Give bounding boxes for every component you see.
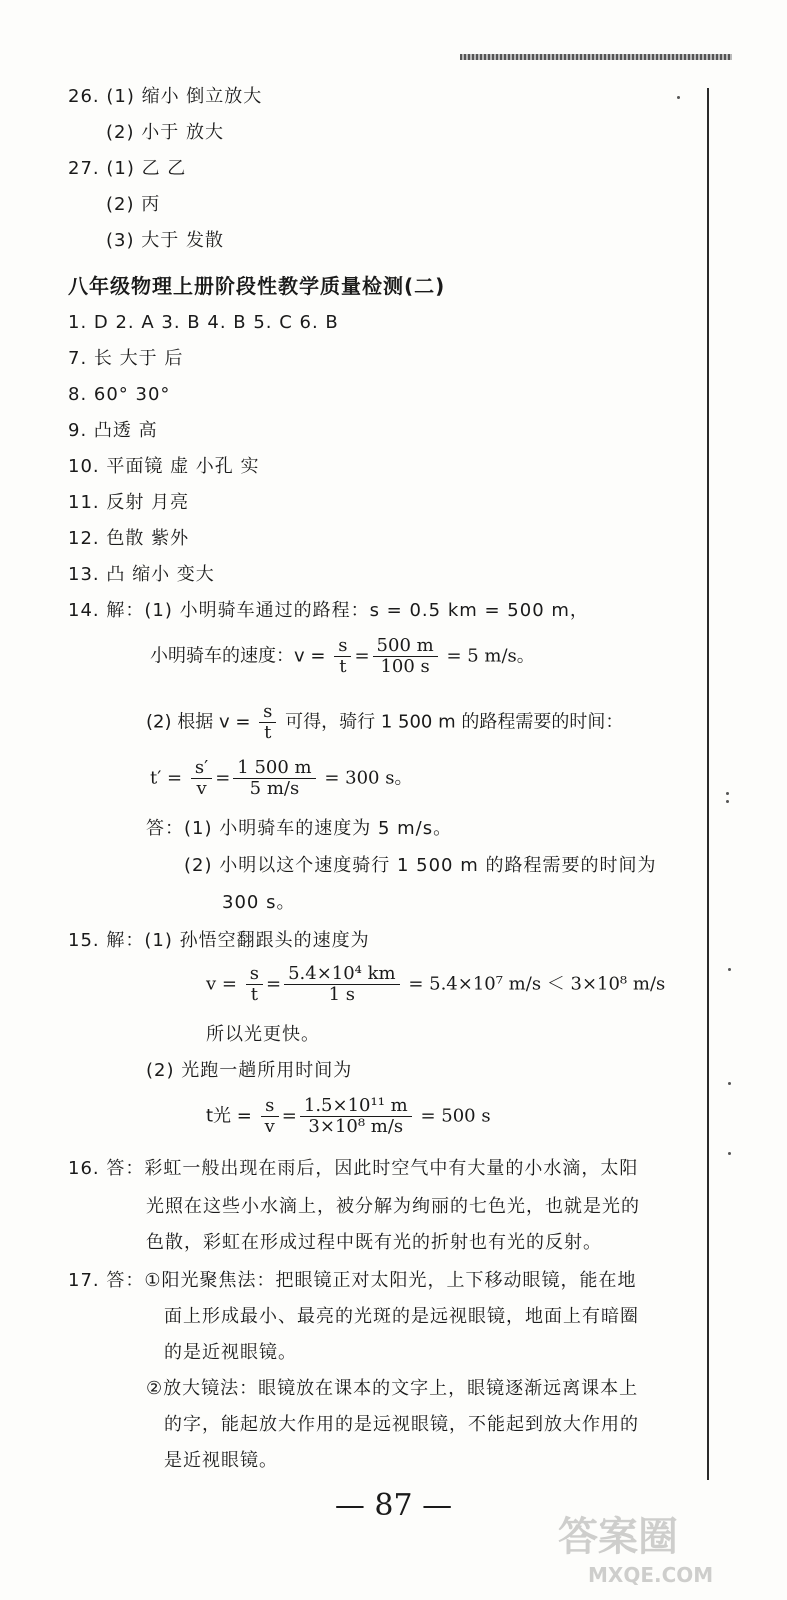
answer-27-2: (2) 丙 xyxy=(106,194,161,215)
answer-17-line4: ②放大镜法：眼镜放在课本的文字上，眼镜逐渐远离课本上 xyxy=(146,1378,639,1399)
answer-26-1: 26. (1) 缩小 倒立放大 xyxy=(68,86,263,107)
answer-14-conclusion-1: 答：(1) 小明骑车的速度为 5 m/s。 xyxy=(146,818,453,839)
fraction xyxy=(246,964,263,1005)
denominator: t xyxy=(339,656,347,677)
answer-15-speed: v = $\frac{s}{t}$ = $\frac{\text{5.4×10⁴ km}}{1 s}$ = 5.4×10⁷ m/s ＜ 3×10⁸ m/s xyxy=(206,963,666,1005)
answer-17-line3: 的是近视眼镜。 xyxy=(164,1342,297,1363)
answer-17-line6: 是近视眼镜。 xyxy=(164,1450,278,1471)
answer-27-1: 27. (1) 乙 乙 xyxy=(68,158,187,179)
denominator: 5 m/s xyxy=(249,778,300,799)
page-number: — 87 — xyxy=(334,1488,453,1523)
numerator: 500 m xyxy=(373,636,438,657)
answer-17-line5: 的字，能起放大作用的是远视眼镜，不能起到放大作用的 xyxy=(164,1414,639,1435)
eq-prefix: t′ = xyxy=(150,767,183,789)
margin-rule xyxy=(707,88,709,1480)
denominator: t xyxy=(250,984,258,1005)
answer-10: 10. 平面镜 虚 小孔 实 xyxy=(68,456,260,477)
answer-12: 12. 色散 紫外 xyxy=(68,528,190,549)
answer-14-line1: 14. 解：(1) 小明骑车通过的路程：s = 0.5 km = 500 m， xyxy=(68,600,589,621)
eq-prefix: 小明骑车的速度：v = xyxy=(150,645,326,667)
scan-speck xyxy=(728,968,731,971)
numerator: 5.4×10⁴ km xyxy=(284,964,400,985)
fraction xyxy=(191,758,212,799)
fraction xyxy=(284,964,400,1005)
fraction xyxy=(261,1096,279,1137)
answer-8: 8. 60° 30° xyxy=(68,384,171,405)
scan-speck xyxy=(726,792,729,795)
answer-26-2: (2) 小于 放大 xyxy=(106,122,224,143)
answer-14-conclusion-3: 300 s。 xyxy=(222,892,296,913)
section-heading: 八年级物理上册阶段性教学质量检测(二) xyxy=(68,274,446,298)
eq-suffix: = 500 s xyxy=(420,1105,491,1127)
numerator: s xyxy=(261,1096,279,1117)
eq-suffix: = 5.4×10⁷ m/s ＜ 3×10⁸ m/s xyxy=(408,973,666,995)
watermark-url: MXQE.COM xyxy=(588,1563,714,1587)
denominator: 3×10⁸ m/s xyxy=(308,1116,404,1137)
answer-1-6: 1. D 2. A 3. B 4. B 5. C 6. B xyxy=(68,312,339,333)
numerator: 1 500 m xyxy=(233,758,315,779)
answer-14-formula xyxy=(146,702,623,743)
answer-14-conclusion-2: (2) 小明以这个速度骑行 1 500 m 的路程需要的时间为 xyxy=(184,855,657,876)
fraction xyxy=(233,758,315,799)
eq-suffix: 可得，骑行 1 500 m 的路程需要的时间： xyxy=(285,711,624,733)
answer-7: 7. 长 大于 后 xyxy=(68,348,184,369)
denominator: 100 s xyxy=(380,656,430,677)
eq-prefix: t光 = xyxy=(206,1105,252,1127)
denominator: t xyxy=(264,722,272,743)
watermark-logo xyxy=(548,1508,768,1588)
answer-15-line2: (2) 光跑一趟所用时间为 xyxy=(146,1060,353,1081)
scan-speck xyxy=(677,96,680,99)
answer-17-line2: 面上形成最小、最亮的光斑的是远视眼镜，地面上有暗圈 xyxy=(164,1306,639,1327)
scan-speck xyxy=(726,800,729,803)
denominator: v xyxy=(264,1116,275,1137)
answer-16-line1: 16. 答：彩虹一般出现在雨后，因此时空气中有大量的小水滴，太阳 xyxy=(68,1158,639,1179)
answer-16-line2: 光照在这些小水滴上，被分解为绚丽的七色光，也就是光的 xyxy=(146,1196,640,1217)
eq-prefix: v = xyxy=(206,973,237,995)
answer-15-time: t光 = $\frac{s}{v}$ = $\frac{\text{1.5×10¹¹ m}}{\text{3×10⁸ m/s}}$ = 500 s xyxy=(206,1095,491,1137)
scan-speck xyxy=(728,1082,731,1085)
answer-15-comparison: 所以光更快。 xyxy=(206,1024,320,1045)
numerator: s′ xyxy=(191,758,212,779)
scan-speck xyxy=(728,1152,731,1155)
denominator: v xyxy=(196,778,207,799)
fraction xyxy=(300,1096,412,1137)
answer-13: 13. 凸 缩小 变大 xyxy=(68,564,215,585)
fraction xyxy=(334,636,351,677)
answer-9: 9. 凸透 高 xyxy=(68,420,158,441)
numerator: s xyxy=(334,636,351,657)
watermark-glyphs: 答案圈 xyxy=(558,1514,678,1560)
fraction xyxy=(259,702,276,743)
fraction xyxy=(373,636,438,677)
header-decoration xyxy=(460,54,732,60)
answer-17-line1: 17. 答：①阳光聚焦法：把眼镜正对太阳光，上下移动眼镜，能在地 xyxy=(68,1270,637,1291)
answer-16-line3: 色散，彩虹在形成过程中既有光的折射也有光的反射。 xyxy=(146,1232,602,1253)
denominator: 1 s xyxy=(328,984,356,1005)
answer-14-time: t′ = $\frac{s'}{v}$ = $\frac{1 500 m}{5 m/s}$ = 300 s。 xyxy=(150,757,413,799)
eq-prefix: (2) 根据 v = xyxy=(146,711,251,733)
eq-suffix: = 300 s。 xyxy=(324,767,413,789)
numerator: s xyxy=(246,964,263,985)
answer-11: 11. 反射 月亮 xyxy=(68,492,190,513)
numerator: s xyxy=(259,702,276,723)
answer-27-3: (3) 大于 发散 xyxy=(106,230,224,251)
numerator: 1.5×10¹¹ m xyxy=(300,1096,412,1117)
answer-15-line1: 15. 解：(1) 孙悟空翻跟头的速度为 xyxy=(68,930,370,951)
answer-14-speed: 小明骑车的速度：v = $\frac{s}{t}$ = $\frac{500 m}{100 s}$ = 5 m/s。 xyxy=(150,635,535,677)
eq-suffix: = 5 m/s。 xyxy=(446,645,535,667)
